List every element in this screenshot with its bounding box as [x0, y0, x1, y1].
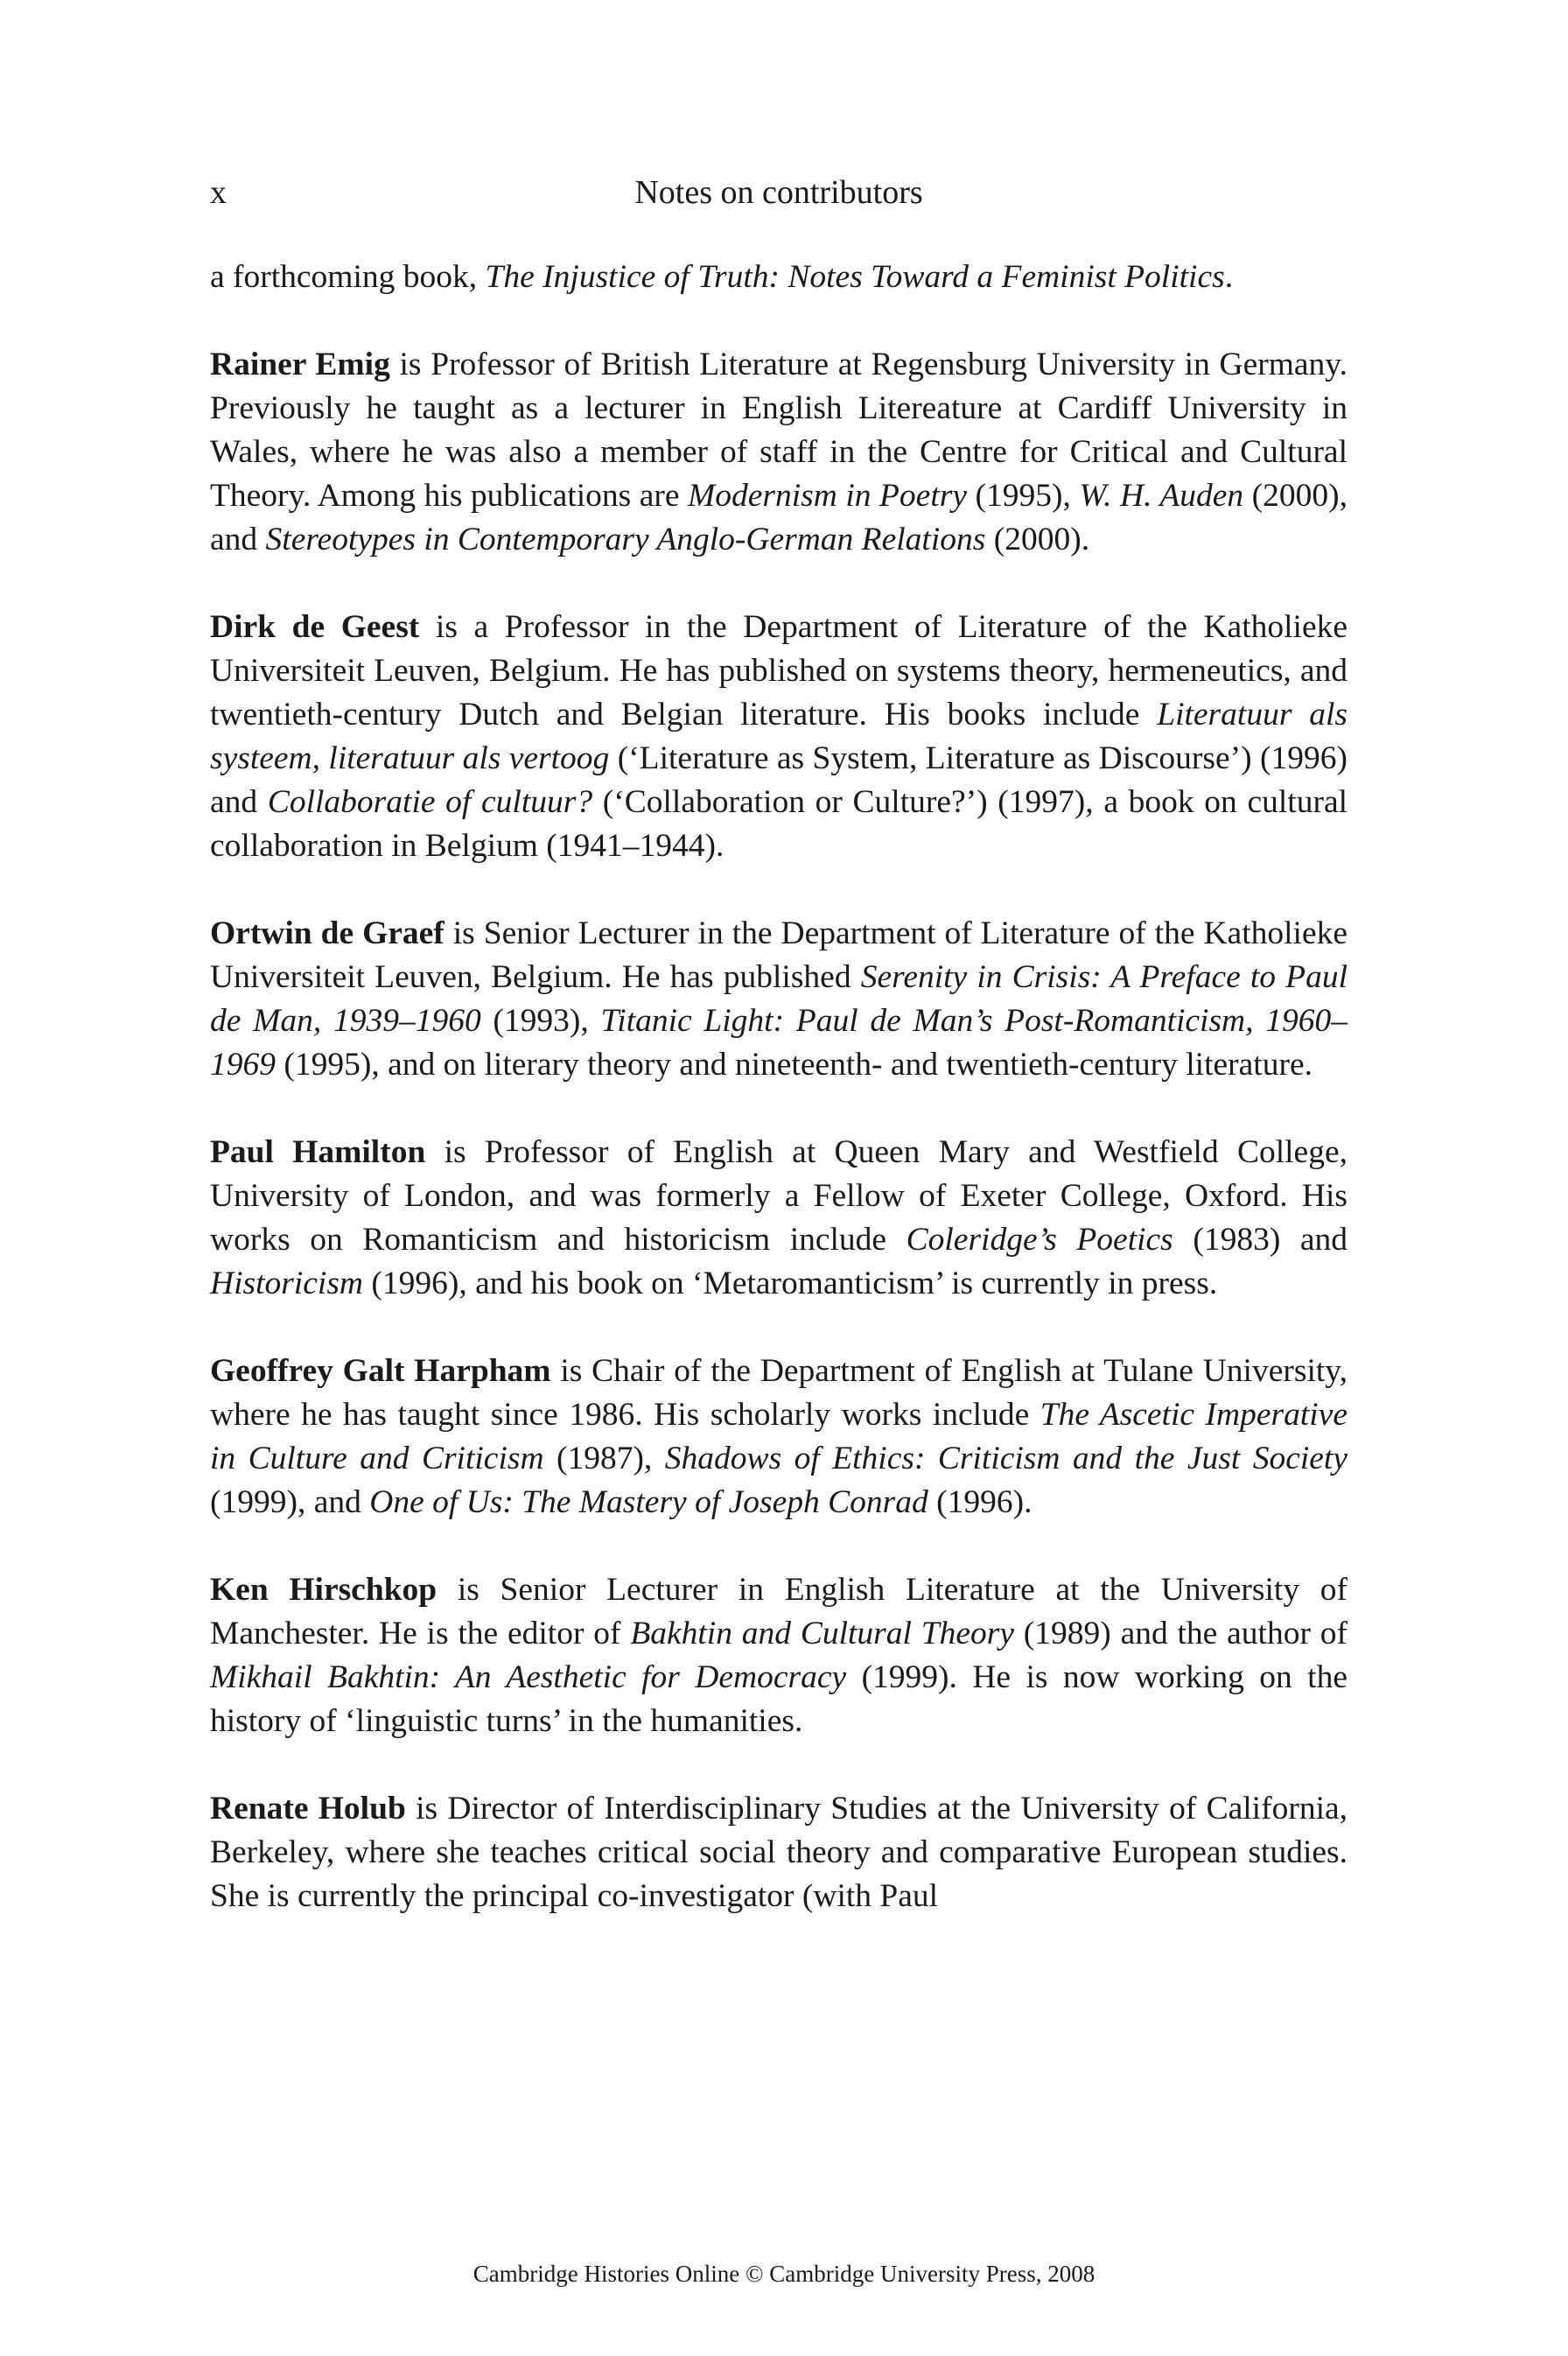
entry-text: (1989) and the author of	[1013, 1616, 1348, 1651]
entry-text: .	[1224, 259, 1234, 295]
book-title: Shadows of Ethics: Criticism and the Just Society	[664, 1441, 1348, 1476]
contributor-name: Ortwin de Graef	[210, 915, 444, 951]
entry-ken-hirschkop	[210, 1568, 1348, 1743]
entry-paul-hamilton	[210, 1131, 1348, 1306]
book-title: Titanic Light: Paul de Man’s Post-Romanticism, 1960–1969	[210, 1003, 1348, 1083]
entry-text: is a Professor in the Department of Literature of the Katholieke Universiteit Leuven, Belgium. He has published on systems theory, hermeneutics, and twentieth-century Dutch and Belgian literature. His books include	[210, 609, 1348, 733]
entry-text: (1999), and	[210, 1484, 370, 1520]
entry-text: (‘Literature as System, Literature as Discourse’) (1996) and	[210, 740, 1348, 820]
entry-text: is Senior Lecturer in English Literature at the University of Manchester. He is the editor of	[210, 1572, 1348, 1651]
entry-text: is Director of Interdisciplinary Studies at the University of California, Berkeley, where she teaches critical social theory and comparative European studies. She is currently the principal co-investigator (with Paul	[210, 1791, 1348, 1914]
entry-text: is Senior Lecturer in the Department of Literature of the Katholieke Universiteit Leuven, Belgium. He has published	[210, 915, 1348, 995]
book-title: Historicism	[210, 1266, 364, 1301]
book-title: Modernism in Poetry	[688, 478, 967, 514]
entry-text: (1995), and on literary theory and nineteenth- and twentieth-century literature.	[276, 1047, 1312, 1083]
entry-text: (2000), and	[210, 478, 1348, 557]
entry-rainer-emig	[210, 343, 1348, 562]
entry-text: (1996).	[928, 1484, 1032, 1520]
entry-text: (2000).	[985, 522, 1090, 557]
contributor-name: Paul Hamilton	[210, 1134, 426, 1170]
book-title: The Ascetic Imperative in Culture and Criticism	[210, 1397, 1348, 1476]
book-title: Serenity in Crisis: A Preface to Paul de Man, 1939–1960	[210, 959, 1348, 1039]
contributor-name: Rainer Emig	[210, 347, 390, 382]
copyright-footer: Cambridge Histories Online © Cambridge University Press, 2008	[472, 2261, 1096, 2287]
entry-geoffrey-galt-harpham	[210, 1350, 1348, 1525]
entry-text: (‘Collaboration or Culture?’) (1997), a book on cultural collaboration in Belgium (1941–1944).	[210, 784, 1348, 864]
book-title: W. H. Auden	[1079, 478, 1244, 514]
entry-text: (1983) and	[1172, 1222, 1348, 1258]
entry-text: is Professor of English at Queen Mary and Westfield College, University of London, and was formerly a Fellow of Exeter College, Oxford. His works on Romanticism and historicism include	[210, 1134, 1348, 1258]
contributor-name: Geoffrey Galt Harpham	[210, 1353, 551, 1389]
book-title: Literatuur als systeem, literatuur als vertoog	[210, 697, 1348, 776]
book-title: Coleridge’s Poetics	[906, 1222, 1173, 1258]
contributor-name: Dirk de Geest	[210, 609, 420, 645]
entry-text: is Professor of British Literature at Regensburg University in Germany. Previously he taught as a lecturer in English Litereature at Cardiff University in Wales, where he was also a member of staff in the Centre for Critical and Cultural Theory. Among his publications are	[210, 347, 1348, 514]
book-title: Stereotypes in Contemporary Anglo-German Relations	[265, 522, 986, 557]
page-number: x	[210, 174, 227, 211]
book-title: Collaboratie of cultuur?	[267, 784, 593, 820]
entry-continued	[210, 256, 1348, 299]
running-head	[210, 172, 1348, 214]
entry-text: is Chair of the Department of English at Tulane University, where he has taught since 1986. His scholarly works include	[210, 1353, 1348, 1433]
entry-text: (1995),	[967, 478, 1080, 514]
book-title: The Injustice of Truth: Notes Toward a Feminist Politics	[485, 259, 1225, 295]
entry-text: (1987),	[543, 1441, 665, 1476]
entry-text: (1993),	[480, 1003, 601, 1039]
book-title: Mikhail Bakhtin: An Aesthetic for Democracy	[210, 1659, 847, 1695]
entry-renate-holub	[210, 1787, 1348, 1918]
running-title: Notes on contributors	[634, 174, 923, 211]
contributors-text	[210, 256, 1348, 1962]
entry-ortwin-de-graef	[210, 912, 1348, 1087]
entry-text: a forthcoming book,	[210, 259, 486, 295]
contributor-name: Renate Holub	[210, 1791, 406, 1827]
entry-text: (1999). He is now working on the history of ‘linguistic turns’ in the humanities.	[210, 1659, 1348, 1739]
contributor-name: Ken Hirschkop	[210, 1572, 438, 1608]
book-title: Bakhtin and Cultural Theory	[630, 1616, 1014, 1651]
entry-text: (1996), and his book on ‘Metaromanticism’ is currently in press.	[363, 1266, 1218, 1301]
entry-dirk-de-geest	[210, 606, 1348, 868]
book-title: One of Us: The Mastery of Joseph Conrad	[369, 1484, 928, 1520]
